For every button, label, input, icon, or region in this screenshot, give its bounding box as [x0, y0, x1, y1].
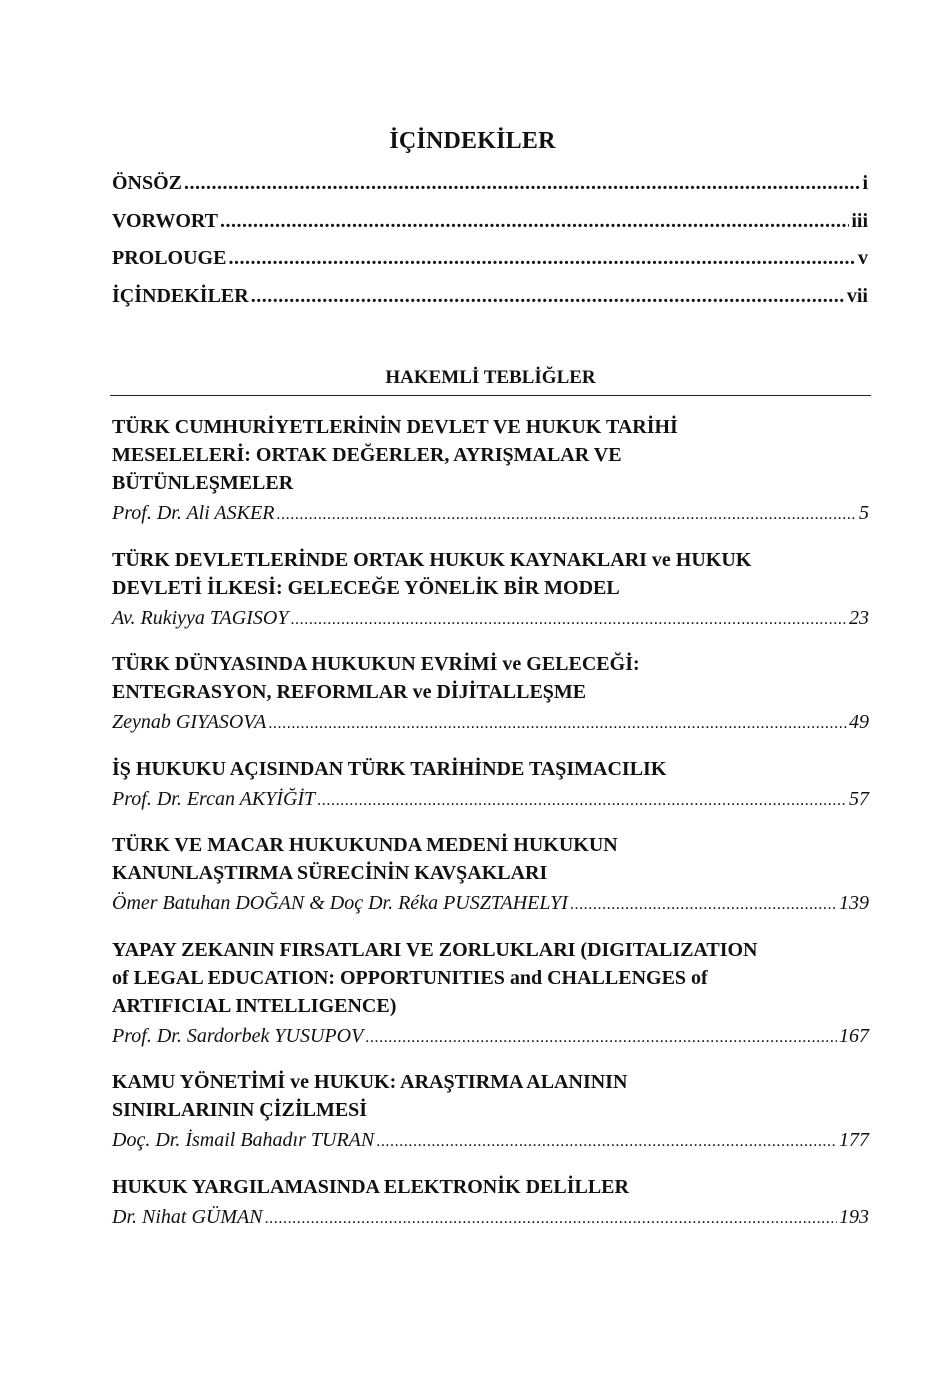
dot-leader	[276, 501, 857, 529]
entry-title-line: ENTEGRASYON, REFORMLAR ve DİJİTALLEŞME	[112, 681, 587, 703]
entry-title-line: HUKUK YARGILAMASINDA ELEKTRONİK DELİLLER	[112, 1175, 629, 1198]
entry-author-row	[112, 1126, 869, 1156]
entry-title-line: BÜTÜNLEŞMELER	[112, 472, 294, 494]
toc-entry[interactable]	[112, 1173, 869, 1233]
dot-leader	[365, 1024, 837, 1052]
entry-page-number: 167	[839, 1024, 869, 1047]
entry-title	[112, 413, 832, 497]
entry-title-line: İŞ HUKUKU AÇISINDAN TÜRK TARİHİNDE TAŞIMACILIK	[112, 757, 667, 780]
toc-row-vorwort[interactable]	[112, 208, 868, 246]
entry-author: Doç. Dr. İsmail Bahadır TURAN	[112, 1129, 375, 1151]
entry-title-line: YAPAY ZEKANIN FIRSATLARI VE ZORLUKLARI (DIGITALIZATION	[112, 938, 758, 961]
dot-leader	[268, 710, 847, 738]
entry-page-number: 49	[849, 711, 869, 733]
entry-title-line: KAMU YÖNETİMİ ve HUKUK: ARAŞTIRMA ALANININ	[112, 1071, 628, 1093]
toc-entry[interactable]	[112, 831, 869, 919]
entry-author-row	[112, 785, 869, 815]
entry-author-row	[112, 889, 869, 919]
toc-label: İÇİNDEKİLER	[112, 284, 249, 307]
entry-title-line: TÜRK CUMHURİYETLERİNİN DEVLET VE HUKUK TARİHİ	[112, 416, 678, 438]
entry-title-line: of LEGAL EDUCATION: OPPORTUNITIES and CHALLENGES of	[112, 966, 708, 989]
entry-author: Ömer Batuhan DOĞAN & Doç Dr. Réka PUSZTAHELYI	[112, 892, 568, 914]
entry-title	[112, 650, 832, 706]
entry-author: Zeynab GIYASOVA	[112, 711, 267, 733]
entry-author: Dr. Nihat GÜMAN	[112, 1205, 263, 1228]
entry-title-line: SINIRLARININ ÇİZİLMESİ	[112, 1099, 368, 1121]
entry-title	[112, 1068, 832, 1124]
dot-leader	[290, 606, 847, 634]
entry-page-number: 23	[849, 606, 869, 629]
entry-author-row	[112, 708, 869, 738]
toc-row-icindekiler[interactable]	[112, 283, 868, 321]
dot-leader	[265, 1205, 837, 1233]
entry-author: Av. Rukiyya TAGISOY	[112, 606, 289, 629]
entry-author-row	[112, 1203, 869, 1233]
dot-leader	[376, 1128, 837, 1156]
toc-entry[interactable]	[112, 413, 869, 529]
toc-entry[interactable]	[112, 650, 869, 738]
entry-title-line: KANUNLAŞTIRMA SÜRECİNİN KAVŞAKLARI	[112, 862, 548, 884]
entry-title	[112, 755, 832, 783]
toc-label: ÖNSÖZ	[112, 172, 183, 194]
dot-leader	[317, 787, 847, 815]
entry-title-line: TÜRK DÜNYASINDA HUKUKUN EVRİMİ ve GELECEĞİ:	[112, 653, 640, 675]
entry-title-line: TÜRK VE MACAR HUKUKUNDA MEDENİ HUKUKUN	[112, 834, 618, 856]
dot-leader	[570, 891, 837, 919]
entry-page-number: 139	[839, 892, 869, 914]
entry-title	[112, 546, 832, 602]
entry-title-line: MESELELERİ: ORTAK DEĞERLER, AYRIŞMALAR VE	[112, 444, 622, 466]
entry-author: Prof. Dr. Ali ASKER	[112, 502, 275, 524]
entry-title-line: ARTIFICIAL INTELLIGENCE)	[112, 994, 397, 1017]
toc-label: PROLOUGE	[112, 247, 227, 269]
entry-title	[112, 831, 832, 887]
toc-page-number: iii	[851, 209, 868, 232]
toc-label: VORWORT	[112, 209, 218, 232]
entry-title-line: TÜRK DEVLETLERİNDE ORTAK HUKUK KAYNAKLARI ve HUKUK	[112, 548, 752, 571]
entry-page-number: 193	[839, 1205, 869, 1228]
toc-page-number: i	[862, 172, 868, 194]
toc-entry[interactable]	[112, 1068, 869, 1156]
dot-leader	[184, 170, 860, 196]
entry-author: Prof. Dr. Sardorbek YUSUPOV	[112, 1024, 364, 1047]
toc-entry[interactable]	[112, 755, 869, 815]
toc-entry[interactable]	[112, 936, 869, 1052]
dot-leader	[251, 283, 845, 309]
dot-leader	[220, 208, 849, 234]
entry-page-number: 177	[839, 1129, 869, 1151]
entry-page-number: 5	[859, 502, 869, 524]
entry-author-row	[112, 1022, 869, 1052]
entry-title-line: DEVLETİ İLKESİ: GELECEĞE YÖNELİK BİR MODEL	[112, 576, 620, 599]
toc-row-onsoz[interactable]	[112, 170, 868, 208]
dot-leader	[228, 245, 856, 271]
toc-entries	[112, 413, 869, 1249]
page-title: İÇİNDEKİLER	[389, 128, 556, 154]
entry-title	[112, 936, 832, 1020]
toc-page-number: v	[858, 247, 868, 269]
toc-row-prolouge[interactable]	[112, 245, 868, 283]
entry-page-number: 57	[849, 787, 869, 810]
entry-title	[112, 1173, 832, 1201]
entry-author-row	[112, 604, 869, 634]
section-heading: HAKEMLİ TEBLİĞLER	[110, 367, 871, 396]
front-matter-list	[112, 170, 868, 320]
toc-entry[interactable]	[112, 546, 869, 634]
entry-author-row	[112, 499, 869, 529]
toc-page-number: vii	[846, 284, 868, 307]
entry-author: Prof. Dr. Ercan AKYİĞİT	[112, 787, 316, 810]
